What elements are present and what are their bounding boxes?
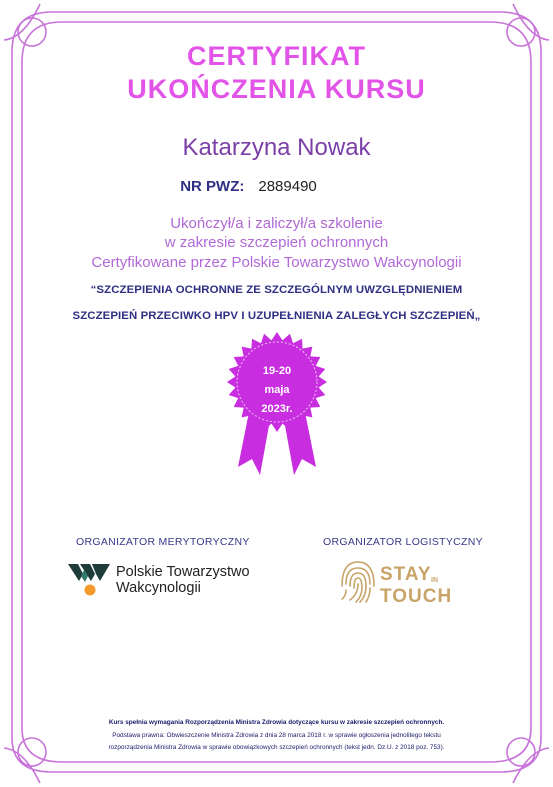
ptw-name-line-1: Polskie Towarzystwo <box>116 564 250 580</box>
ptw-logo-icon <box>68 562 110 596</box>
description-line-2: w zakresie szczepień ochronnych <box>164 234 389 251</box>
logistic-organizer-label: ORGANIZATOR LOGISTYCZNY <box>323 536 483 548</box>
footer-line-3: rozporządzenia Ministra Zdrowia w sprawie obowiązkowych szczepień ochronnych (tekst jedn. Dz.U. z 2018 poz. 753). <box>108 744 445 751</box>
stay-in-touch-logo <box>336 558 460 608</box>
badge-date-days: 19-20 <box>262 365 292 377</box>
fingerprint-icon <box>342 562 374 602</box>
svg-text:TOUCH: TOUCH <box>380 586 453 607</box>
pwz-row <box>0 178 525 196</box>
description-line-1: Ukończył/a i zaliczył/a szkolenie <box>170 215 383 232</box>
ptw-name-line-2: Wakcynologii <box>116 580 201 596</box>
certificate-title-line-1: CERTYFIKAT <box>187 41 366 71</box>
svg-text:STAY: STAY <box>380 564 432 585</box>
certificate-title-line-2: UKOŃCZENIA KURSU <box>127 74 426 104</box>
description-line-3: Certyfikowane przez Polskie Towarzystwo Wakcynologii <box>91 254 462 271</box>
merit-organizer-label: ORGANIZATOR MERYTORYCZNY <box>76 536 250 548</box>
badge-date-year: 2023r. <box>261 403 293 415</box>
footer-line-2: Podstawa prawna: Obwieszczenie Ministra Zdrowia z dnia 28 marca 2018 r. w sprawie ogłoszenia jednolitego tekstu <box>112 732 441 739</box>
footer-line-1: Kurs spełnia wymagania Rozporządzenia Ministra Zdrowia dotyczące kursu w zakresie szczepień ochronnych. <box>108 719 445 726</box>
pwz-label: NR PWZ: <box>180 178 245 195</box>
badge-date-month: maja <box>264 384 290 396</box>
course-title-line-1: “SZCZEPIENIA OCHRONNE ZE SZCZEGÓLNYM UWZGLĘDNIENIEM <box>90 284 463 296</box>
recipient-name: Katarzyna Nowak <box>182 134 371 161</box>
svg-text:IN: IN <box>431 577 438 584</box>
pwz-number: 2889490 <box>258 178 317 195</box>
badge-rosette <box>227 332 327 432</box>
course-title-line-2: SZCZEPIEŃ PRZECIWKO HPV I UZUPEŁNIENIA ZALEGŁYCH SZCZEPIEŃ„ <box>72 310 481 322</box>
